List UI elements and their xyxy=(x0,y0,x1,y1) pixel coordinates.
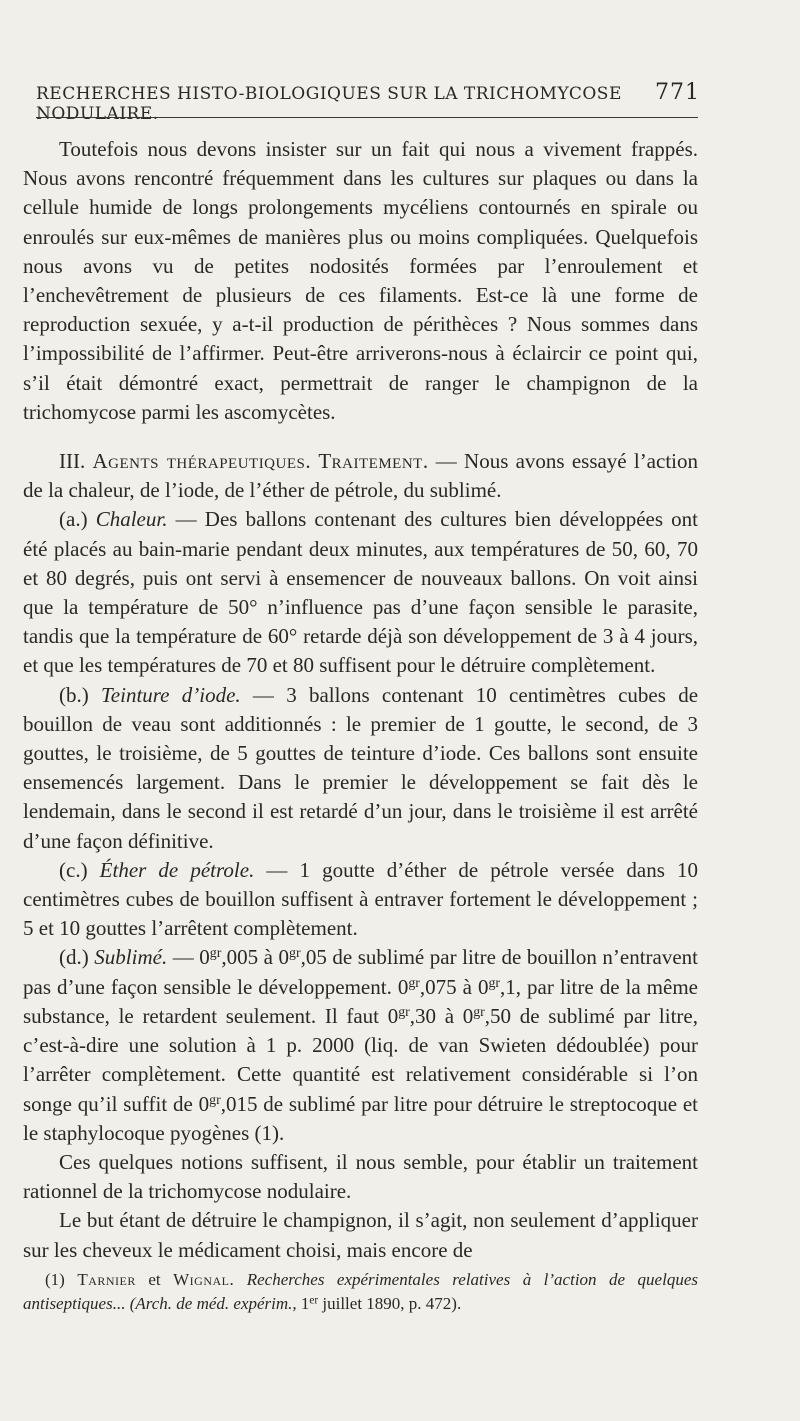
item-d-mark: (d.) xyxy=(59,945,89,970)
footnote-title: Recherches expérimentales relatives à l’action de quelques antiseptiques... xyxy=(23,1270,698,1313)
item-a-title: Chaleur. xyxy=(95,507,168,532)
item-b-text: — 3 ballons contenant 10 centimètres cubes de bouillon de veau sont additionnés : le premier de 1 goutte, le second, de 3 gouttes, le troisième, de 5 gouttes de teinture d’iode. Ces ballons sont ensuite ensemencés largement. Dans le premier le développement se fait dès le lendemain, dans le second il est retardé d’un jour, dans le troisième il est arrêté d’une façon définitive. xyxy=(23,682,699,853)
item-d-text-6: ,30 à 0 xyxy=(409,1003,474,1028)
item-a-mark: (a.) xyxy=(59,507,88,532)
gram-unit: gr xyxy=(473,1003,485,1019)
item-d-text-5: ,1, par litre de la même substance, le retardent seulement. Il faut 0 xyxy=(23,974,698,1028)
section-title: Agents thérapeutiques. xyxy=(92,449,312,474)
footnote-1 xyxy=(23,1268,698,1316)
footnote-date-day: 1 xyxy=(300,1294,310,1313)
item-c xyxy=(23,856,698,944)
body-text xyxy=(23,135,698,1265)
paragraph-1: Toutefois nous devons insister sur un fait qui nous a vivement frappés. Nous avons rencontré fréquemment dans les cultures sur plaques ou dans la cellule humide de longs prolongements mycéliens contournés en spirale ou enroulés sur eux-mêmes de manières plus ou moins compliquées. Quelquefois nous avons vu de petites nodosités formées par l’enroulement et l’enchevêtrement de plusieurs de ces filaments. Est-ce là une forme de reproduction sexuée, y a-t-il production de périthèces ? Nous sommes dans l’impossibilité de l’affirmer. Peut-être arriverons-nous à éclaircir ce point qui, s’il était démontré exact, permettrait de ranger le champignon de la trichomycose parmi les ascomycètes. xyxy=(23,137,698,424)
item-d-text-4: ,075 à 0 xyxy=(419,974,489,999)
item-b-mark: (b.) xyxy=(59,682,89,707)
item-d xyxy=(23,943,698,1147)
gram-unit: gr xyxy=(209,1091,221,1107)
paragraph-conclusion: Ces quelques notions suffisent, il nous semble, pour établir un traitement rationnel de la trichomycose nodulaire. xyxy=(23,1149,698,1204)
footnote-mark: (1) xyxy=(45,1270,65,1289)
footnote-date-ordinal: er xyxy=(309,1294,319,1307)
item-b-title: Teinture d’iode. xyxy=(101,682,241,707)
item-a-text: — Des ballons contenant des cultures bien développées ont été placés au bain-marie pendant deux minutes, aux températures de 50, 60, 70 et 80 degrés, puis ont servi à ensemencer de nouveaux ballons. On voit ainsi que la température de 50° n’influence pas d’une façon sensible le parasite, tandis que la température de 60° retarde déjà son développement de 3 à 4 jours, et que les températures de 70 et 80 suffisent pour le détruire complètement. xyxy=(23,507,699,678)
item-c-text: — 1 goutte d’éther de pétrole versée dans 10 centimètres cubes de bouillon suffisent à entraver fortement le développement ; 5 et 10 gouttes l’arrêtent complètement. xyxy=(23,857,698,941)
item-c-title: Éther de pétrole. xyxy=(99,857,255,882)
item-a xyxy=(23,505,698,680)
item-b xyxy=(23,681,698,856)
section-subtitle: Traitement. xyxy=(318,449,429,474)
paragraph-last: Le but étant de détruire le champignon, il s’agit, non seulement d’appliquer sur les cheveux le médicament choisi, mais encore de xyxy=(23,1208,698,1262)
footnote-author-2: Wignal. xyxy=(173,1270,235,1289)
footnote-journal: (Arch. de méd. expérim., xyxy=(129,1294,297,1313)
gram-unit: gr xyxy=(289,945,301,961)
gram-unit: gr xyxy=(408,974,420,990)
footnote-author-1: Tarnier xyxy=(77,1270,136,1289)
page-number: 771 xyxy=(655,80,700,105)
gram-unit: gr xyxy=(209,945,222,961)
item-d-text-7: ,50 de sublimé par litre, c’est-à-dire une solution à 1 p. 2000 (liq. de van Swieten dédoublée) pour l’arrêter complètement. Cette quantité est relativement considérable si l’on songe qu’il suffit de 0 xyxy=(23,1003,698,1116)
item-d-text-2: ,005 à 0 xyxy=(221,945,290,970)
item-d-text-1: — 0 xyxy=(167,945,210,970)
item-d-text-8: ,015 de sublimé par litre pour détruire le streptocoque et le staphylocoque pyogènes (1). xyxy=(23,1091,698,1145)
gram-unit: gr xyxy=(398,1003,410,1019)
gram-unit: gr xyxy=(488,974,501,990)
section-number: III. xyxy=(59,449,86,474)
footnote-date-rest: juillet 1890, p. 472). xyxy=(318,1294,462,1313)
running-title: RECHERCHES HISTO-BIOLOGIQUES SUR LA TRICHOMYCOSE NODULAIRE. xyxy=(36,84,622,124)
item-d-text-3: ,05 de sublimé par litre de bouillon n’entravent pas d’une façon sensible le développement. 0 xyxy=(23,945,699,999)
footnotes xyxy=(23,1268,698,1316)
section-heading-paragraph xyxy=(23,447,698,505)
item-c-mark: (c.) xyxy=(59,857,88,882)
item-d-title: Sublimé. xyxy=(94,945,168,970)
section-intro: — Nous avons essayé l’action de la chaleur, de l’iode, de l’éther de pétrole, du sublimé. xyxy=(23,449,698,503)
header-rule xyxy=(36,117,698,118)
footnote-conjunction: et xyxy=(135,1270,174,1289)
